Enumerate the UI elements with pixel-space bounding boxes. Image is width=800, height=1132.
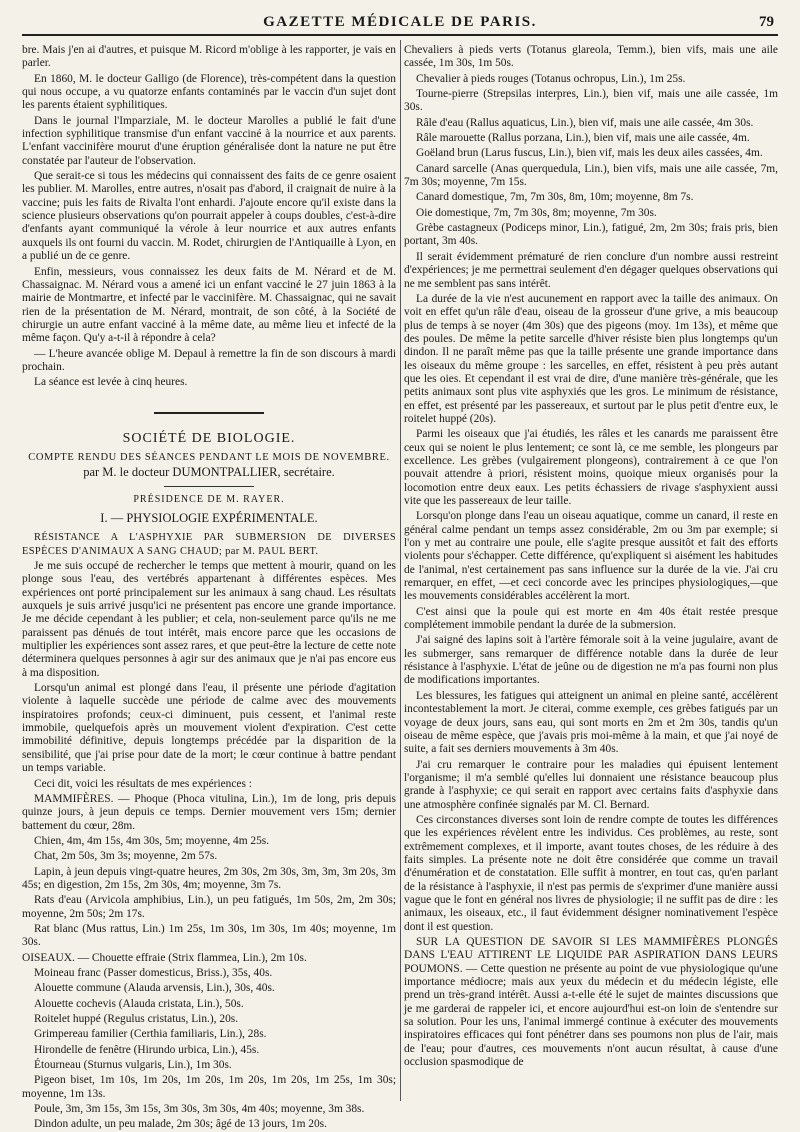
- report-title: COMPTE RENDU DES SÉANCES PENDANT LE MOIS DE NOVEMBRE.: [28, 451, 390, 463]
- column-rule: [400, 40, 401, 1101]
- list-item: Poule, 3m, 3m 15s, 3m 15s, 3m 30s, 3m 30s, 4m 40s; moyenne, 3m 38s.: [34, 1103, 365, 1116]
- left-column: [22, 44, 396, 1131]
- page-number: 79: [759, 14, 774, 30]
- paragraph: J'ai saigné des lapins soit à l'artère fémorale soit à la veine jugulaire, avant de les submerger, sans remarquer de différence notable dans la durée de leur résistance à l'asphyxie. L'état de jeûne ou de digestion ne m'a pas fourni non plus de modifications importantes.: [404, 634, 778, 687]
- list-item: Canard sarcelle (Anas querquedula, Lin.), bien vifs, mais une aile cassée, 7m, 7m 30s; moyenne, 7m 15s.: [404, 162, 778, 189]
- list-item: Râle marouette (Rallus porzana, Lin.), bien vif, mais une aile cassée, 4m.: [416, 132, 750, 145]
- list-item: Oie domestique, 7m, 7m 30s, 8m; moyenne, 7m 30s.: [416, 206, 657, 219]
- paragraph: Il serait évidemment prématuré de rien conclure d'un nombre aussi restreint d'expériences; je me permettrai seulement d'en dégager quelques observations qui ne me semblent pas sans intérêt.: [404, 250, 778, 290]
- list-item: Moineau franc (Passer domesticus, Briss.), 35s, 40s.: [34, 966, 273, 979]
- section-separator: [154, 412, 264, 414]
- list-item: Chien, 4m, 4m 15s, 4m 30s, 5m; moyenne, 4m 25s.: [34, 834, 270, 847]
- paragraph: Parmi les oiseaux que j'ai étudiés, les râles et les canards me paraissent être ceux qui se noient le plus lentement; ce sont là, ce me semble, les plongeurs par excellence. Les grèbes (vulgairement plongeons), contrairement à ce que l'on pouvait attendre à priori, résistent moins, quoique mieux organisés pour la locomotion entre deux eaux. Les petits échassiers de rivage s'asphyxient aussi vite que les passereaux de leur taille.: [404, 428, 778, 507]
- paragraph: Ces circonstances diverses sont loin de rendre compte de toutes les différences que les expériences révèlent entre les individus. Ces problèmes, au reste, sont extrêmement complexes, et il importe, avant toutes choses, de les réduire à des faits simples. La présente note ne doit être considérée que comme un travail d'énumération et de constatation. Elle suffit à montrer, en tout cas, qu'en parlant de la résistance à l'asphyxie, il n'est pas permis de s'exprimer d'une manière aussi vague que le font en général nos livres de physiologie; il ne suffit pas de dire : les animaux, les oiseaux, etc., il faut évidemment désigner nominativement l'espèce dont il est question.: [404, 813, 778, 933]
- list-item: Canard domestique, 7m, 7m 30s, 8m, 10m; moyenne, 8m 7s.: [416, 191, 694, 204]
- list-item: Grimpereau familier (Certhia familiaris, Lin.), 28s.: [34, 1028, 267, 1041]
- list-item: Goëland brun (Larus fuscus, Lin.), bien vif, mais les deux ailes cassées, 4m.: [416, 147, 763, 160]
- list-item: Alouette commune (Alauda arvensis, Lin.), 30s, 40s.: [34, 982, 275, 995]
- list-item: Hirondelle de fenêtre (Hirundo urbica, Lin.), 45s.: [34, 1043, 260, 1056]
- right-column: [404, 44, 778, 1103]
- paragraph: Lorsqu'on plonge dans l'eau un oiseau aquatique, comme un canard, il reste en général calme pendant un temps assez considérable, 2m ou 3m par exemple; si l'on y met au contraire une poule, elle s'agite presque aussitôt et fait des efforts violents pour s'échapper. Cette différence, qu'expliquent si aisément les habitudes de l'animal, n'est certainement pas sans influence sur la durée de la vie. J'ai cru remarquer, en effet, —et ceci concorde avec les principes physiologiques,—que les mouvements considérables accélèrent la mort.: [404, 510, 778, 603]
- paragraph: La durée de la vie n'est aucunement en rapport avec la taille des animaux. On voit en effet qu'un râle d'eau, oiseau de la grosseur d'une grive, a mis beaucoup plus de temps à se noyer (4m 30s) que des pigeons (moy. 1m 13s), et même que des poules. De même la petite sarcelle d'hiver résiste bien plus longtemps qu'un dindon. Il ne paraît même pas que la taille présente une grande importance dans les oiseaux du même groupe : les sarcelles, en effet, résistent à peu près autant que les oies. Et cependant il est vrai de dire, d'une manière très-générale, que les petits animaux sont plus vite asphyxiés que les gros. Le minimum de résistance, en effet, est présenté par les passereaux, et surtout par le plus petit d'entre eux, le roitelet huppé (20s).: [404, 292, 778, 425]
- list-item: Rats d'eau (Arvicola amphibius, Lin.), un peu fatigués, 1m 50s, 2m, 2m 30s; moyenne, 2m 50s; 2m 17s.: [22, 894, 396, 920]
- section-heading: I. — PHYSIOLOGIE EXPÉRIMENTALE.: [100, 510, 318, 525]
- list-item: Pigeon biset, 1m 10s, 1m 20s, 1m 20s, 1m 20s, 1m 20s, 1m 25s, 1m 30s; moyenne, 1m 13s.: [22, 1074, 396, 1100]
- list-item: Tourne-pierre (Strepsilas interpres, Lin.), bien vif, mais une aile cassée, 1m 30s.: [404, 88, 778, 114]
- list-item: Chat, 2m 50s, 3m 3s; moyenne, 2m 57s.: [34, 850, 218, 863]
- presidency: PRÉSIDENCE DE M. RAYER.: [133, 493, 285, 505]
- paragraph: Ceci dit, voici les résultats de mes expériences :: [34, 777, 252, 790]
- article-title: RÉSISTANCE A L'ASPHYXIE PAR SUBMERSION DE DIVERSES ESPÈCES D'ANIMAUX A SANG CHAUD; par M. PAUL BERT.: [22, 532, 396, 557]
- society-title: SOCIÉTÉ DE BIOLOGIE.: [122, 430, 296, 446]
- list-item: Dindon adulte, un peu malade, 2m 30s; âgé de 13 jours, 1m 20s.: [34, 1118, 327, 1131]
- paragraph: Je me suis occupé de rechercher le temps que mettent à mourir, quand on les plonge sous l'eau, des vertébrés appartenant à différentes espèces. Mes expériences ont porté principalement sur les animaux à sang chaud. Les résultats auxquels je suis arrivé jusqu'ici ne présentent pas encore une grande importance. Je me décide cependant à les publier; et cela, non-seulement parce qu'ils ne me paraissent pas dénués de tout intérêt, mais encore parce que les occasions de multiplier les expériences sont assez rares, et que peut-être la lecture de cette note déterminera quelques personnes à agir sur des animaux que je n'ai pas encore eus à ma disposition.: [22, 560, 396, 679]
- small-rule: [164, 486, 254, 487]
- list-item: Chevalier à pieds rouges (Totanus ochropus, Lin.), 1m 25s.: [416, 72, 686, 85]
- list-item: Rat blanc (Mus rattus, Lin.) 1m 25s, 1m 30s, 1m 30s, 1m 40s; moyenne, 1m 30s.: [22, 922, 396, 949]
- paragraph: J'ai cru remarquer le contraire pour les maladies qui épuisent lentement l'organisme; il m'a semblé qu'elles lui donnaient une résistance beaucoup plus grande à l'asphyxie; ce qui serait en rapport avec certains faits d'asphyxie dans une atmosphère confinée signalés par M. Cl. Bernard.: [404, 758, 778, 811]
- list-item: Étourneau (Sturnus vulgaris, Lin.), 1m 30s.: [34, 1059, 232, 1072]
- paragraph: bre. Mais j'en ai d'autres, et puisque M. Ricord m'oblige à les rapporter, je vais en parler.: [22, 44, 396, 70]
- list-item: OISEAUX. — Chouette effraie (Strix flammea, Lin.), 2m 10s.: [22, 951, 307, 964]
- paragraph: La séance est levée à cinq heures.: [34, 376, 188, 389]
- paragraph: En 1860, M. le docteur Galligo (de Florence), très-compétent dans la question qui nous occupe, a vu quatorze enfants contaminés par le vaccin d'un sujet dont les parents étaient syphilitiques.: [22, 72, 396, 112]
- page-header: [22, 12, 778, 36]
- list-item: MAMMIFÈRES. — Phoque (Phoca vitulina, Lin.), 1m de long, pris depuis quinze jours, à jeun depuis ce temps. Dernier mouvement vers 15m; dernier battement du cœur, 28m.: [22, 792, 396, 832]
- list-item: Lapin, à jeun depuis vingt-quatre heures, 2m 30s, 2m 30s, 3m, 3m, 3m 20s, 3m 45s; en digestion, 2m 15s, 2m 30s, 4m; moyenne, 3m 7s.: [22, 865, 396, 891]
- list-item: Alouette cochevis (Alauda cristata, Lin.), 50s.: [34, 997, 244, 1010]
- paragraph: Enfin, messieurs, vous connaissez les deux faits de M. Nérard et de M. Chassaignac. M. Nérard vous a amené ici un enfant vacciné le 27 juin 1863 à la mairie de Montmartre, et infecté par le vaccinifère. M. Chassaignac, qui ne savait rien de la présentation de M. Nérard, montrait, de son côté, à la Société de chirurgie un autre enfant vacciné à la même date, au même lieu et infecté de la même façon. Qu'y a-t-il à répondre à cela?: [22, 265, 396, 345]
- list-item: Roitelet huppé (Regulus cristatus, Lin.), 20s.: [34, 1013, 239, 1025]
- paragraph: Dans le journal l'Imparziale, M. le docteur Marolles a publié le fait d'une infection syphilitique transmise d'un enfant vacciné à la nourrice et aux parents. L'enfant vaccinifère mourut d'une éruption généralisée dont la nature ne put être constatée par l'auteur de l'observation.: [22, 114, 396, 167]
- paragraph: C'est ainsi que la poule qui est morte en 4m 40s était restée presque complétement immobile pendant la durée de la submersion.: [404, 605, 778, 632]
- paragraph: SUR LA QUESTION DE SAVOIR SI LES MAMMIFÈRES PLONGÉS DANS L'EAU ATTIRENT LE LIQUIDE PAR ASPIRATION DANS LEURS POUMONS. — Cette question ne présente au point de vue physiologique qu'une importance médiocre; mais aux yeux du médecin et du médecin légiste, elle prend un très-grand intérêt. Aussi a-t-elle été le sujet de maintes discussions que je me garderai de rappeler ici, et encore aujourd'hui est-on loin de s'entendre sur sa solution. Pour les uns, l'animal immergé continue à exécuter des mouvements inspiratoires efficaces qui font pénétrer dans ses poumons non plus de l'air, mais de l'eau; pour d'autres, ces mouvements n'ont aucun résultat, à cause d'une occlusion spasmodique de: [404, 936, 778, 1069]
- paragraph: Que serait-ce si tous les médecins qui connaissent des faits de ce genre osaient les publier. M. Marolles, entre autres, n'osait pas d'abord, il craignait de nuire à la vaccine; puis les faits de Rivalta l'ont enhardi. J'ajoute encore qu'il existe dans la science plusieurs observations qu'on pourrait appeler à coups doubles, c'est-à-dire d'enfants ayant communiqué la vérole à leur nourrice et aux autres enfants auxquels ils ont fourni du vaccin. M. Rodet, chirurgien de l'Antiquaille à Lyon, en a publié un de ce genre.: [22, 170, 396, 263]
- paragraph: Lorsqu'un animal est plongé dans l'eau, il présente une période d'agitation violente à laquelle succède une période de calme avec des mouvements inspiratoires profonds; ceux-ci diminuent, puis cessent, et l'animal reste immobile, quelquefois après un mouvement violent d'expiration. C'est cette immobilité définitive, depuis longtemps précédée par la disparition de la sensibilité, que j'ai prise pour date de la mort; le cœur continue à battre pendant un temps variable.: [22, 682, 396, 775]
- paragraph: — L'heure avancée oblige M. Depaul à remettre la fin de son discours à mardi prochain.: [22, 347, 396, 373]
- list-item: Râle d'eau (Rallus aquaticus, Lin.), bien vif, mais une aile cassée, 4m 30s.: [416, 116, 754, 129]
- list-item: Grèbe castagneux (Podiceps minor, Lin.), fatigué, 2m, 2m 30s; frais pris, bien portant, 3m 40s.: [404, 222, 778, 248]
- list-item: Chevaliers à pieds verts (Totanus glareola, Temm.), bien vifs, mais une aile cassée, 1m 30s, 1m 50s.: [404, 44, 778, 70]
- paragraph: Les blessures, les fatigues qui atteignent un animal en pleine santé, accélèrent incontestablement la mort. Je citerai, comme exemple, ces grèbes fatigués par un voyage de deux jours, sans eau, qui sont morts en 2m et 2m 30s, tandis qu'un oiseau de même espèce, que j'avais pris moi-même à la main, et que j'ai noyé de suite, a fait ses derniers mouvements à 3m 40s.: [404, 689, 778, 756]
- journal-title: GAZETTE MÉDICALE DE PARIS.: [263, 14, 537, 30]
- report-author: par M. le docteur DUMONTPALLIER, secrétaire.: [83, 465, 335, 480]
